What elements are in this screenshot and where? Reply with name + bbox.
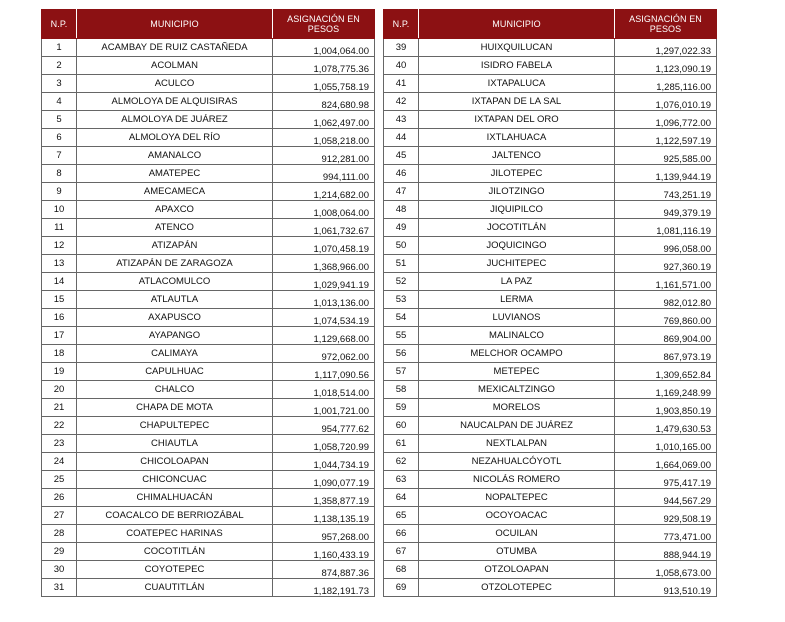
cell-asignacion: 1,122,597.19 bbox=[615, 129, 717, 147]
cell-asignacion: 1,117,090.56 bbox=[273, 363, 375, 381]
table-row bbox=[384, 327, 717, 345]
table-row bbox=[42, 435, 375, 453]
cell-municipio: CHAPULTEPEC bbox=[77, 417, 273, 435]
table-row bbox=[42, 489, 375, 507]
table-row bbox=[42, 399, 375, 417]
cell-asignacion: 1,285,116.00 bbox=[615, 75, 717, 93]
column-header-asignacion: ASIGNACIÓN EN PESOS bbox=[273, 10, 375, 39]
cell-asignacion: 769,860.00 bbox=[615, 309, 717, 327]
cell-municipio: JIQUIPILCO bbox=[419, 201, 615, 219]
table-row bbox=[384, 417, 717, 435]
cell-asignacion: 1,169,248.99 bbox=[615, 381, 717, 399]
table-row bbox=[42, 579, 375, 597]
cell-asignacion: 1,018,514.00 bbox=[273, 381, 375, 399]
cell-municipio: CHIMALHUACÁN bbox=[77, 489, 273, 507]
cell-np: 40 bbox=[384, 57, 419, 75]
right-table-wrapper bbox=[383, 9, 716, 622]
table-row bbox=[42, 453, 375, 471]
cell-municipio: IXTAPAN DE LA SAL bbox=[419, 93, 615, 111]
table-row bbox=[384, 201, 717, 219]
cell-municipio: OTZOLOTEPEC bbox=[419, 579, 615, 597]
cell-asignacion: 1,058,218.00 bbox=[273, 129, 375, 147]
cell-np: 6 bbox=[42, 129, 77, 147]
cell-municipio: HUIXQUILUCAN bbox=[419, 39, 615, 57]
cell-np: 50 bbox=[384, 237, 419, 255]
cell-np: 2 bbox=[42, 57, 77, 75]
cell-municipio: JOQUICINGO bbox=[419, 237, 615, 255]
cell-municipio: MORELOS bbox=[419, 399, 615, 417]
table-row bbox=[384, 39, 717, 57]
table-row bbox=[42, 381, 375, 399]
cell-asignacion: 996,058.00 bbox=[615, 237, 717, 255]
table-row bbox=[384, 435, 717, 453]
table-row bbox=[384, 561, 717, 579]
cell-np: 15 bbox=[42, 291, 77, 309]
cell-np: 68 bbox=[384, 561, 419, 579]
cell-municipio: LERMA bbox=[419, 291, 615, 309]
cell-asignacion: 1,044,734.19 bbox=[273, 453, 375, 471]
cell-municipio: CHIAUTLA bbox=[77, 435, 273, 453]
cell-np: 28 bbox=[42, 525, 77, 543]
table-row bbox=[384, 93, 717, 111]
table-row bbox=[384, 381, 717, 399]
cell-municipio: ALMOLOYA DE JUÁREZ bbox=[77, 111, 273, 129]
table-header-right bbox=[384, 10, 717, 39]
cell-municipio: JUCHITEPEC bbox=[419, 255, 615, 273]
cell-np: 20 bbox=[42, 381, 77, 399]
table-row bbox=[42, 309, 375, 327]
allocation-table-left bbox=[41, 9, 375, 597]
allocation-table-right bbox=[383, 9, 717, 597]
cell-np: 52 bbox=[384, 273, 419, 291]
table-row bbox=[42, 471, 375, 489]
table-body-right bbox=[384, 39, 717, 597]
cell-asignacion: 1,096,772.00 bbox=[615, 111, 717, 129]
cell-asignacion: 1,001,721.00 bbox=[273, 399, 375, 417]
cell-asignacion: 1,139,944.19 bbox=[615, 165, 717, 183]
table-row bbox=[384, 579, 717, 597]
table-row bbox=[42, 291, 375, 309]
table-row bbox=[42, 75, 375, 93]
cell-np: 4 bbox=[42, 93, 77, 111]
cell-municipio: CUAUTITLÁN bbox=[77, 579, 273, 597]
cell-municipio: OTUMBA bbox=[419, 543, 615, 561]
cell-municipio: IXTLAHUACA bbox=[419, 129, 615, 147]
cell-asignacion: 1,008,064.00 bbox=[273, 201, 375, 219]
cell-np: 55 bbox=[384, 327, 419, 345]
cell-np: 29 bbox=[42, 543, 77, 561]
table-row bbox=[384, 543, 717, 561]
cell-asignacion: 1,058,673.00 bbox=[615, 561, 717, 579]
cell-municipio: ISIDRO FABELA bbox=[419, 57, 615, 75]
table-row bbox=[42, 525, 375, 543]
cell-municipio: ACULCO bbox=[77, 75, 273, 93]
cell-asignacion: 1,903,850.19 bbox=[615, 399, 717, 417]
cell-municipio: AYAPANGO bbox=[77, 327, 273, 345]
table-row bbox=[384, 57, 717, 75]
cell-np: 18 bbox=[42, 345, 77, 363]
cell-np: 23 bbox=[42, 435, 77, 453]
cell-asignacion: 1,029,941.19 bbox=[273, 273, 375, 291]
table-row bbox=[384, 525, 717, 543]
cell-asignacion: 994,111.00 bbox=[273, 165, 375, 183]
table-row bbox=[42, 561, 375, 579]
cell-asignacion: 929,508.19 bbox=[615, 507, 717, 525]
cell-asignacion: 1,062,497.00 bbox=[273, 111, 375, 129]
table-row bbox=[42, 39, 375, 57]
cell-municipio: CHICOLOAPAN bbox=[77, 453, 273, 471]
cell-np: 5 bbox=[42, 111, 77, 129]
cell-np: 3 bbox=[42, 75, 77, 93]
table-row bbox=[384, 147, 717, 165]
cell-np: 19 bbox=[42, 363, 77, 381]
table-row bbox=[384, 399, 717, 417]
cell-asignacion: 912,281.00 bbox=[273, 147, 375, 165]
table-row bbox=[42, 111, 375, 129]
table-row bbox=[384, 111, 717, 129]
table-row bbox=[384, 237, 717, 255]
cell-municipio: COACALCO DE BERRIOZÁBAL bbox=[77, 507, 273, 525]
cell-np: 66 bbox=[384, 525, 419, 543]
cell-municipio: COATEPEC HARINAS bbox=[77, 525, 273, 543]
cell-municipio: MALINALCO bbox=[419, 327, 615, 345]
table-row bbox=[42, 201, 375, 219]
cell-asignacion: 1,070,458.19 bbox=[273, 237, 375, 255]
cell-np: 13 bbox=[42, 255, 77, 273]
cell-asignacion: 869,904.00 bbox=[615, 327, 717, 345]
cell-asignacion: 1,160,433.19 bbox=[273, 543, 375, 561]
table-row bbox=[42, 345, 375, 363]
cell-municipio: ATIZAPÁN bbox=[77, 237, 273, 255]
cell-np: 63 bbox=[384, 471, 419, 489]
cell-municipio: AMECAMECA bbox=[77, 183, 273, 201]
table-row bbox=[384, 309, 717, 327]
cell-municipio: CALIMAYA bbox=[77, 345, 273, 363]
table-row bbox=[42, 57, 375, 75]
cell-np: 45 bbox=[384, 147, 419, 165]
cell-asignacion: 1,664,069.00 bbox=[615, 453, 717, 471]
cell-asignacion: 1,182,191.73 bbox=[273, 579, 375, 597]
cell-asignacion: 1,055,758.19 bbox=[273, 75, 375, 93]
cell-asignacion: 1,090,077.19 bbox=[273, 471, 375, 489]
cell-asignacion: 1,297,022.33 bbox=[615, 39, 717, 57]
table-header-left bbox=[42, 10, 375, 39]
cell-np: 1 bbox=[42, 39, 77, 57]
cell-asignacion: 1,013,136.00 bbox=[273, 291, 375, 309]
table-row bbox=[384, 363, 717, 381]
cell-np: 59 bbox=[384, 399, 419, 417]
cell-municipio: JALTENCO bbox=[419, 147, 615, 165]
cell-np: 30 bbox=[42, 561, 77, 579]
cell-municipio: ATENCO bbox=[77, 219, 273, 237]
cell-municipio: JOCOTITLÁN bbox=[419, 219, 615, 237]
cell-municipio: METEPEC bbox=[419, 363, 615, 381]
cell-municipio: CAPULHUAC bbox=[77, 363, 273, 381]
cell-np: 60 bbox=[384, 417, 419, 435]
table-row bbox=[42, 183, 375, 201]
cell-municipio: ACAMBAY DE RUIZ CASTAÑEDA bbox=[77, 39, 273, 57]
cell-municipio: IXTAPAN DEL ORO bbox=[419, 111, 615, 129]
table-row bbox=[384, 345, 717, 363]
cell-municipio: APAXCO bbox=[77, 201, 273, 219]
cell-municipio: ATLAUTLA bbox=[77, 291, 273, 309]
cell-asignacion: 1,074,534.19 bbox=[273, 309, 375, 327]
cell-asignacion: 927,360.19 bbox=[615, 255, 717, 273]
cell-municipio: NAUCALPAN DE JUÁREZ bbox=[419, 417, 615, 435]
left-table-wrapper bbox=[41, 9, 374, 622]
cell-asignacion: 1,078,775.36 bbox=[273, 57, 375, 75]
cell-municipio: OTZOLOAPAN bbox=[419, 561, 615, 579]
cell-municipio: CHICONCUAC bbox=[77, 471, 273, 489]
cell-asignacion: 957,268.00 bbox=[273, 525, 375, 543]
cell-np: 10 bbox=[42, 201, 77, 219]
cell-asignacion: 1,123,090.19 bbox=[615, 57, 717, 75]
cell-np: 42 bbox=[384, 93, 419, 111]
cell-municipio: CHAPA DE MOTA bbox=[77, 399, 273, 417]
cell-np: 47 bbox=[384, 183, 419, 201]
cell-asignacion: 1,129,668.00 bbox=[273, 327, 375, 345]
cell-np: 54 bbox=[384, 309, 419, 327]
table-row bbox=[384, 507, 717, 525]
cell-asignacion: 874,887.36 bbox=[273, 561, 375, 579]
cell-asignacion: 925,585.00 bbox=[615, 147, 717, 165]
cell-np: 41 bbox=[384, 75, 419, 93]
cell-municipio: LUVIANOS bbox=[419, 309, 615, 327]
table-row bbox=[42, 417, 375, 435]
cell-np: 43 bbox=[384, 111, 419, 129]
cell-asignacion: 1,061,732.67 bbox=[273, 219, 375, 237]
table-row bbox=[384, 489, 717, 507]
cell-asignacion: 773,471.00 bbox=[615, 525, 717, 543]
cell-municipio: NEZAHUALCÓYOTL bbox=[419, 453, 615, 471]
cell-np: 17 bbox=[42, 327, 77, 345]
cell-asignacion: 1,309,652.84 bbox=[615, 363, 717, 381]
cell-np: 46 bbox=[384, 165, 419, 183]
cell-asignacion: 913,510.19 bbox=[615, 579, 717, 597]
cell-municipio: COYOTEPEC bbox=[77, 561, 273, 579]
table-row bbox=[42, 147, 375, 165]
table-row bbox=[42, 129, 375, 147]
cell-np: 14 bbox=[42, 273, 77, 291]
cell-municipio: LA PAZ bbox=[419, 273, 615, 291]
cell-municipio: IXTAPALUCA bbox=[419, 75, 615, 93]
table-row bbox=[42, 363, 375, 381]
cell-asignacion: 1,479,630.53 bbox=[615, 417, 717, 435]
cell-municipio: ALMOLOYA DEL RÍO bbox=[77, 129, 273, 147]
cell-np: 21 bbox=[42, 399, 77, 417]
cell-np: 56 bbox=[384, 345, 419, 363]
table-row bbox=[384, 75, 717, 93]
cell-municipio: OCOYOACAC bbox=[419, 507, 615, 525]
column-header-municipio: MUNICIPIO bbox=[419, 10, 615, 39]
cell-asignacion: 743,251.19 bbox=[615, 183, 717, 201]
cell-np: 11 bbox=[42, 219, 77, 237]
cell-np: 16 bbox=[42, 309, 77, 327]
cell-municipio: NOPALTEPEC bbox=[419, 489, 615, 507]
table-row bbox=[42, 273, 375, 291]
cell-np: 9 bbox=[42, 183, 77, 201]
cell-municipio: COCOTITLÁN bbox=[77, 543, 273, 561]
cell-np: 25 bbox=[42, 471, 77, 489]
cell-np: 7 bbox=[42, 147, 77, 165]
cell-municipio: JILOTEPEC bbox=[419, 165, 615, 183]
column-header-np: N.P. bbox=[384, 10, 419, 39]
cell-asignacion: 888,944.19 bbox=[615, 543, 717, 561]
cell-np: 24 bbox=[42, 453, 77, 471]
table-row bbox=[384, 255, 717, 273]
table-row bbox=[42, 165, 375, 183]
table-row bbox=[384, 183, 717, 201]
cell-asignacion: 972,062.00 bbox=[273, 345, 375, 363]
cell-asignacion: 1,214,682.00 bbox=[273, 183, 375, 201]
cell-asignacion: 867,973.19 bbox=[615, 345, 717, 363]
table-row bbox=[42, 93, 375, 111]
cell-asignacion: 1,358,877.19 bbox=[273, 489, 375, 507]
cell-municipio: MEXICALTZINGO bbox=[419, 381, 615, 399]
table-row bbox=[384, 471, 717, 489]
cell-municipio: CHALCO bbox=[77, 381, 273, 399]
cell-np: 48 bbox=[384, 201, 419, 219]
table-row bbox=[42, 237, 375, 255]
cell-municipio: OCUILAN bbox=[419, 525, 615, 543]
cell-asignacion: 824,680.98 bbox=[273, 93, 375, 111]
cell-np: 64 bbox=[384, 489, 419, 507]
cell-np: 61 bbox=[384, 435, 419, 453]
cell-asignacion: 954,777.62 bbox=[273, 417, 375, 435]
table-row bbox=[384, 219, 717, 237]
cell-asignacion: 1,368,966.00 bbox=[273, 255, 375, 273]
column-header-np: N.P. bbox=[42, 10, 77, 39]
column-header-asignacion: ASIGNACIÓN EN PESOS bbox=[615, 10, 717, 39]
cell-np: 12 bbox=[42, 237, 77, 255]
cell-np: 27 bbox=[42, 507, 77, 525]
cell-np: 44 bbox=[384, 129, 419, 147]
cell-asignacion: 1,010,165.00 bbox=[615, 435, 717, 453]
table-row bbox=[42, 327, 375, 345]
cell-np: 22 bbox=[42, 417, 77, 435]
cell-asignacion: 1,161,571.00 bbox=[615, 273, 717, 291]
cell-asignacion: 1,058,720.99 bbox=[273, 435, 375, 453]
cell-np: 8 bbox=[42, 165, 77, 183]
table-row bbox=[384, 291, 717, 309]
column-header-municipio: MUNICIPIO bbox=[77, 10, 273, 39]
cell-asignacion: 1,138,135.19 bbox=[273, 507, 375, 525]
cell-np: 58 bbox=[384, 381, 419, 399]
cell-asignacion: 1,076,010.19 bbox=[615, 93, 717, 111]
cell-municipio: ALMOLOYA DE ALQUISIRAS bbox=[77, 93, 273, 111]
table-row bbox=[42, 219, 375, 237]
cell-asignacion: 1,081,116.19 bbox=[615, 219, 717, 237]
cell-np: 49 bbox=[384, 219, 419, 237]
cell-np: 62 bbox=[384, 453, 419, 471]
cell-np: 69 bbox=[384, 579, 419, 597]
header-row bbox=[42, 10, 375, 39]
cell-municipio: AMATEPEC bbox=[77, 165, 273, 183]
table-row bbox=[384, 129, 717, 147]
cell-asignacion: 1,004,064.00 bbox=[273, 39, 375, 57]
cell-municipio: AMANALCO bbox=[77, 147, 273, 165]
cell-np: 31 bbox=[42, 579, 77, 597]
cell-np: 65 bbox=[384, 507, 419, 525]
cell-municipio: ATLACOMULCO bbox=[77, 273, 273, 291]
cell-np: 67 bbox=[384, 543, 419, 561]
cell-municipio: MELCHOR OCAMPO bbox=[419, 345, 615, 363]
table-row bbox=[384, 453, 717, 471]
cell-municipio: NEXTLALPAN bbox=[419, 435, 615, 453]
cell-np: 51 bbox=[384, 255, 419, 273]
cell-municipio: AXAPUSCO bbox=[77, 309, 273, 327]
table-row bbox=[42, 255, 375, 273]
cell-np: 57 bbox=[384, 363, 419, 381]
cell-asignacion: 949,379.19 bbox=[615, 201, 717, 219]
cell-np: 39 bbox=[384, 39, 419, 57]
table-body-left bbox=[42, 39, 375, 597]
table-row bbox=[384, 165, 717, 183]
cell-municipio: ATIZAPÁN DE ZARAGOZA bbox=[77, 255, 273, 273]
cell-municipio: JILOTZINGO bbox=[419, 183, 615, 201]
cell-municipio: NICOLÁS ROMERO bbox=[419, 471, 615, 489]
cell-municipio: ACOLMAN bbox=[77, 57, 273, 75]
cell-asignacion: 944,567.29 bbox=[615, 489, 717, 507]
cell-asignacion: 975,417.19 bbox=[615, 471, 717, 489]
cell-asignacion: 982,012.80 bbox=[615, 291, 717, 309]
table-row bbox=[384, 273, 717, 291]
cell-np: 53 bbox=[384, 291, 419, 309]
table-row bbox=[42, 507, 375, 525]
cell-np: 26 bbox=[42, 489, 77, 507]
table-row bbox=[42, 543, 375, 561]
header-row bbox=[384, 10, 717, 39]
